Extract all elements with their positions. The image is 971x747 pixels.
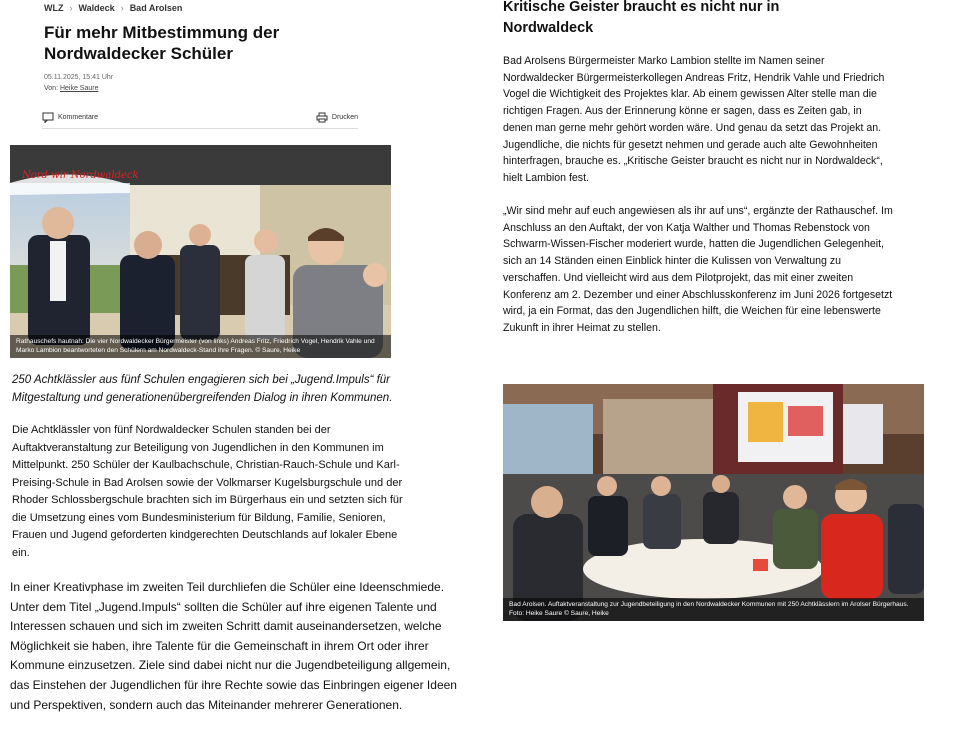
article-author (44, 85, 99, 92)
breadcrumb (44, 3, 182, 13)
chevron-right-icon: › (69, 3, 73, 13)
print-label: Drucken (331, 114, 358, 121)
breadcrumb-item-bad-arolsen[interactable]: Bad Arolsen (129, 3, 183, 13)
article-action-bar (42, 107, 358, 129)
article-lead: 250 Achtklässler aus fünf Schulen engagieren sich bei „Jugend.Impuls“ für Mitgestaltung und generationenübergreifenden Dialog in ihren Kommunen. (12, 374, 393, 404)
article-paragraph-2: In einer Kreativphase im zweiten Teil durchliefen die Schüler eine Ideenschmiede. Unter dem Titel „Jugend.Impuls“ sollten die Schüler auf ihre eigenen Talente und Interessen schauen und sich im zweiten Schritt damit auseinandersetzen, welche Möglichkeit sie haben, ihre Talente für die Gemeinschaft in ihrem Ort oder ihrer Kommune einzusetzen. Ziele sind dabei nicht nur die Jugendbeteiligung allgemein, das Einstehen der Jugendlichen für ihre Rechte sowie das Einbringen eigener Ideen und Perspektiven, sondern auch das Miteinander mehrerer Generationen. (10, 580, 457, 712)
chevron-right-icon: › (120, 3, 124, 13)
article-paragraph-3: Bad Arolsens Bürgermeister Marko Lambion stellte im Namen seiner Nordwaldecker Bürgermeisterkollegen Andreas Fritz, Hendrik Vahle und Friedrich Vogel die Wichtigkeit des Projektes klar. Ab einem gewissen Alter stelle man die richtigen Fragen. Aus der Erinnerung könne er sagen, dass es Zeiten gab, in denen man gerne mehr gehört worden wäre. Und genau da setzt das Projekt an. Jugendliche, die nichts für gesetzt nehmen und gerade auch alte Gewohnheiten hinterfragen, brauche es. „Kritische Geister braucht es nicht nur in Nordwaldeck“, hielt Lambion fest. (503, 55, 885, 184)
comments-button[interactable] (42, 112, 98, 123)
print-button[interactable] (316, 112, 358, 123)
photo1-banner-text: Nord wir Nordwaldeck (22, 170, 139, 181)
author-link[interactable]: Heike Saure (59, 85, 99, 92)
photo-mayors-scene (10, 145, 391, 358)
comment-icon (42, 112, 54, 123)
printer-icon (316, 112, 328, 123)
article-photo-conference[interactable] (503, 384, 924, 621)
photo2-caption: Bad Arolsen. Auftaktveranstaltung zur Jugendbeteiligung in den Nordwaldecker Kommunen mit 250 Achtklässlern im Arolser Bürgerhaus. Foto: Heike Saure © Saure, Heike (503, 598, 924, 621)
article-photo-mayors[interactable] (10, 145, 391, 358)
breadcrumb-item-wlz[interactable]: WLZ (44, 3, 64, 13)
article-date: 05.11.2025, 15:41 Uhr (44, 74, 114, 81)
photo1-caption: Rathauschefs hautnah: Die vier Nordwaldecker Bürgermeister (von links) Andreas Fritz, Friedrich Vogel, Hendrik Vahle und Marko Lambion beantworteten den Schülern am Nordwaldeck-Stand ihre Fragen. © Saure, Heike (10, 335, 391, 358)
breadcrumb-item-waldeck[interactable]: Waldeck (78, 3, 115, 13)
article-paragraph-1: Die Achtklässler von fünf Nordwaldecker Schulen standen bei der Auftaktveranstaltung zur Beteiligung von Jugendlichen in den Kommunen im Mittelpunkt. 250 Schüler der Kaulbachschule, Christian-Rauch-Schule und Karl-Preising-Schule in Bad Arolsen sowie der Volkmarser Kugelsburgschule und der Rhoder Schlossbergschule brachten sich im Bürgerhaus ein und setzten sich für die Umsetzung eines vom Bundesministerium für Bildung, Familie, Senioren, Frauen und Jugend geforderten kindgerechten Deutschlands auf lokaler Ebene ein. (12, 424, 403, 559)
author-prefix: Von: (44, 85, 59, 92)
article-title: Für mehr Mitbestimmung der Nordwaldecker Schüler (44, 23, 280, 63)
article-subheading: Kritische Geister braucht es nicht nur in Nordwaldeck (503, 0, 780, 36)
photo-conference-scene (503, 384, 924, 621)
comments-label: Kommentare (58, 114, 99, 121)
article-paragraph-4: „Wir sind mehr auf euch angewiesen als ihr auf uns“, ergänzte der Rathauschef. Im Anschluss an den Auftakt, der von Katja Walther und Thomas Rebenstock von Schwarm-Wissen-Fischer moderiert wurde, hatten die Jugendlichen Gelegenheit, sich an 14 Ständen einen Einblick hinter die Kulissen von Verwaltung zu verschaffen. Und vielleicht wird aus dem Pilotprojekt, das mit einer zweiten Konferenz am 2. Dezember und einer Abschlusskonferenz im Juni 2026 fortgesetzt wird, ja ein Format, das den Jugendlichen hilft, die Weichen für eine lebenswerte Zukunft in ihrer Heimat zu stellen. (503, 205, 893, 334)
